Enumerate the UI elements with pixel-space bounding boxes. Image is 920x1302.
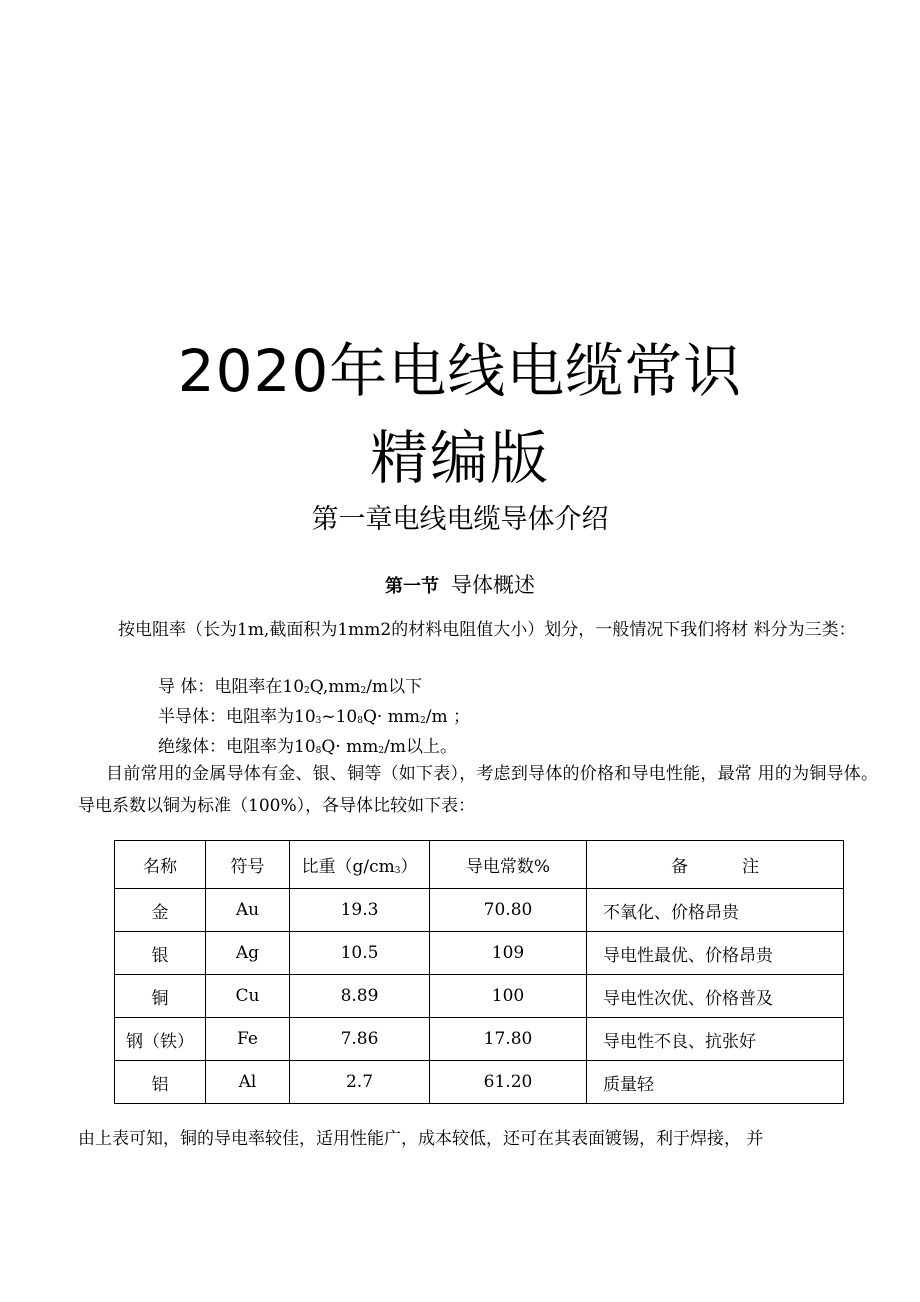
header-density: 比重$(g/cm_3)$ <box>290 841 430 889</box>
header-name: 名称 <box>115 841 206 889</box>
header-symbol: 符号 <box>206 841 290 889</box>
cell-name: 铜 <box>115 975 206 1018</box>
document-subtitle: 精编版 <box>369 424 550 492</box>
cell-name: 钢（铁） <box>115 1018 206 1061</box>
cell-density: 10.5 <box>290 932 430 975</box>
cell-name: 银 <box>115 932 206 975</box>
cell-density: 2.7 <box>290 1061 430 1104</box>
header-note: 备 注 <box>587 841 844 889</box>
section-title: 导体概述 <box>451 573 535 597</box>
table-row <box>115 975 844 1018</box>
cell-symbol: Cu <box>206 975 290 1018</box>
cell-note: 不氧化、价格昂贵 <box>587 889 844 932</box>
cell-name: 金 <box>115 889 206 932</box>
cell-note: 质量轻 <box>587 1061 844 1104</box>
header-conductivity: 导电常数% <box>430 841 587 889</box>
category-conductor: 导 体：电阻率在$10_2Q,mm_2/m$以下 <box>158 677 423 697</box>
category-insulator: 绝缘体：电阻率为$10_8Q\cdot mm_2/m$以上。 <box>158 737 457 757</box>
table-row <box>115 1061 844 1104</box>
category-semiconductor: 半导体：电阻率为$10_3\sim 10_8Q\cdot mm_2/m$ ； <box>158 707 470 727</box>
table-row <box>115 889 844 932</box>
cell-conductivity: 70.80 <box>430 889 587 932</box>
cell-symbol: Ag <box>206 932 290 975</box>
section-heading <box>0 568 920 604</box>
document-title: 2020年电线电缆常识 <box>177 337 743 405</box>
cell-symbol: Au <box>206 889 290 932</box>
cell-note: 导电性次优、价格普及 <box>587 975 844 1018</box>
cell-conductivity: 17.80 <box>430 1018 587 1061</box>
cell-conductivity: 100 <box>430 975 587 1018</box>
cell-density: 19.3 <box>290 889 430 932</box>
metals-paragraph: 目前常用的金属导体有金、银、铜等（如下表），考虑到导体的价格和导电性能，最常 用的为铜导体。导电系数以铜为标准（100%），各导体比较如下表： <box>78 764 878 816</box>
section-label: 第一节 <box>385 576 439 597</box>
cell-conductivity: 61.20 <box>430 1061 587 1104</box>
conductor-table <box>114 840 844 1104</box>
cell-name: 铝 <box>115 1061 206 1104</box>
table-row <box>115 932 844 975</box>
intro-paragraph: 按电阻率（长为1m,截面积为1mm2的材料电阻值大小）划分，一般情况下我们将材 料分为三类： <box>118 620 856 640</box>
chapter-heading: 第一章电线电缆导体介绍 <box>311 504 609 535</box>
conclusion-paragraph: 由上表可知，铜的导电率较佳，适用性能广，成本较低，还可在其表面镀锡，利于焊接， 并 <box>78 1129 764 1149</box>
cell-symbol: Al <box>206 1061 290 1104</box>
cell-conductivity: 109 <box>430 932 587 975</box>
cell-note: 导电性不良、抗张好 <box>587 1018 844 1061</box>
cell-symbol: Fe <box>206 1018 290 1061</box>
cell-density: 7.86 <box>290 1018 430 1061</box>
cell-density: 8.89 <box>290 975 430 1018</box>
table-header-row <box>115 841 844 889</box>
cell-note: 导电性最优、价格昂贵 <box>587 932 844 975</box>
table-row <box>115 1018 844 1061</box>
